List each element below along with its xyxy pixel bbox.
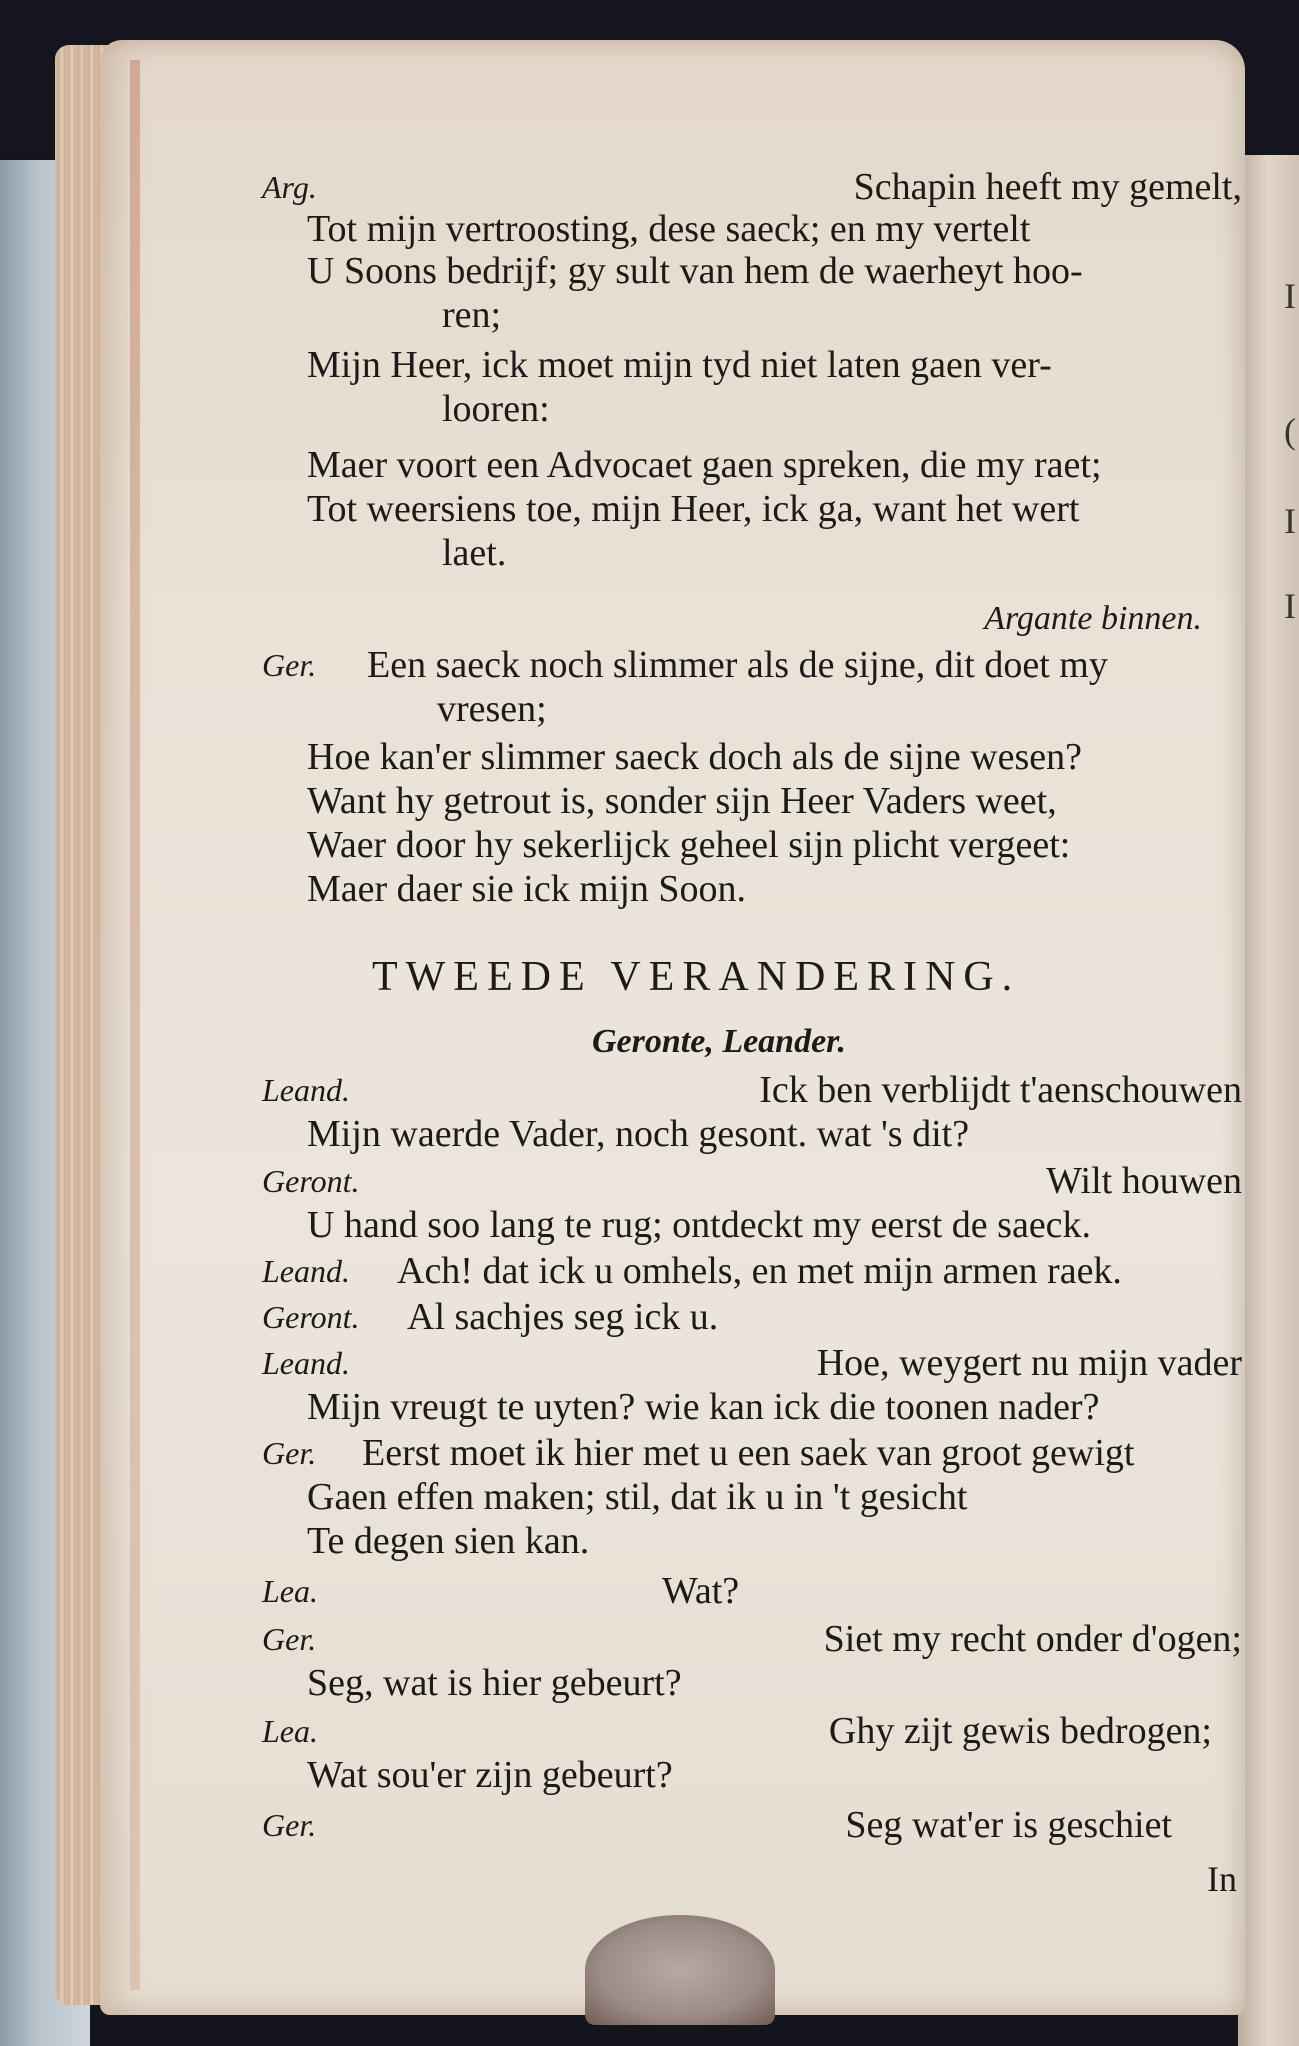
- scene-characters: Geronte, Leander.: [592, 1023, 847, 1060]
- speaker: Lea.: [262, 1573, 318, 1609]
- line-text: vresen;: [437, 688, 547, 730]
- line-text: Wat sou'er zijn gebeurt?: [307, 1754, 673, 1796]
- right-margin-char: I: [1284, 276, 1296, 316]
- speaker: Ger.: [262, 1807, 317, 1843]
- line-text: Wat?: [662, 1570, 740, 1612]
- speaker: Geront.: [262, 1163, 360, 1199]
- page-stain: [130, 60, 140, 1990]
- line-text: Want hy getrout is, sonder sijn Heer Vaders weet,: [307, 780, 1057, 822]
- line-text: Gaen effen maken; stil, dat ik u in 't gesicht: [307, 1476, 968, 1518]
- line-text: Tot mijn vertroosting, dese saeck; en my vertelt: [307, 208, 1031, 250]
- right-margin-char: I: [1284, 586, 1296, 626]
- line-text: Seg, wat is hier gebeurt?: [307, 1662, 682, 1704]
- speaker: Ger.: [262, 647, 317, 683]
- speaker: Leand.: [262, 1253, 350, 1289]
- speaker: Ger.: [262, 1621, 317, 1657]
- line-text: Schapin heeft my gemelt,: [853, 166, 1242, 208]
- scene-title-line: [262, 955, 1242, 1011]
- speaker: Geront.: [262, 1299, 360, 1335]
- speaker: Arg.: [262, 169, 317, 205]
- line-text: Mijn Heer, ick moet mijn tyd niet laten gaen ver-: [307, 344, 1052, 386]
- speaker: Leand.: [262, 1072, 350, 1108]
- line-text: Siet my recht onder d'ogen;: [823, 1618, 1242, 1660]
- speaker: Lea.: [262, 1713, 318, 1749]
- line-text: Hoe kan'er slimmer saeck doch als de sijne wesen?: [307, 736, 1083, 778]
- speaker: Leand.: [262, 1345, 350, 1381]
- line-text: Tot weersiens toe, mijn Heer, ick ga, want het wert: [307, 488, 1080, 530]
- line-text: Al sachjes seg ick u.: [407, 1296, 719, 1338]
- line-text: Ick ben verblijdt t'aenschouwen: [759, 1069, 1242, 1111]
- line-text: Seg wat'er is geschiet: [845, 1804, 1172, 1846]
- line-text: Een saeck noch slimmer als de sijne, dit doet my: [367, 644, 1108, 686]
- line-text: looren:: [442, 388, 550, 430]
- speaker: Ger.: [262, 1435, 317, 1471]
- right-margin-char: I: [1284, 501, 1296, 541]
- line-text: Maer voort een Advocaet gaen spreken, die my raet;: [307, 444, 1102, 486]
- line-text: Ghy zijt gewis bedrogen;: [828, 1710, 1212, 1752]
- line-text: Te degen sien kan.: [307, 1520, 590, 1562]
- line-text: laet.: [442, 532, 507, 574]
- line-text: Hoe, weygert nu mijn vader: [816, 1342, 1242, 1384]
- line-text: Waer door hy sekerlijck geheel sijn plicht vergeet:: [307, 824, 1071, 866]
- line-text: ren;: [442, 294, 502, 336]
- line-text: U hand soo lang te rug; ontdeckt my eerst de saeck.: [307, 1204, 1092, 1246]
- right-margin-char: (: [1284, 411, 1296, 451]
- right-page-edge: [1238, 155, 1299, 2046]
- line-text: Eerst moet ik hier met u een saek van groot gewigt: [362, 1432, 1135, 1474]
- line-text: Mijn vreugt te uyten? wie kan ick die toonen nader?: [307, 1386, 1100, 1428]
- stage-direction: Argante binnen.: [984, 600, 1202, 637]
- scene-title: TWEEDE VERANDERING.: [372, 954, 1021, 1000]
- finger-blur: [585, 1915, 775, 2025]
- line-text: Wilt houwen: [1046, 1160, 1242, 1202]
- line-text: U Soons bedrijf; gy sult van hem de waerheyt hoo-: [307, 250, 1083, 292]
- line-text: Ach! dat ick u omhels, en met mijn armen raek.: [397, 1250, 1122, 1292]
- catchword: In: [1207, 1859, 1237, 1899]
- line-text: Maer daer sie ick mijn Soon.: [307, 868, 747, 910]
- line-text: Mijn waerde Vader, noch gesont. wat 's dit?: [307, 1113, 970, 1155]
